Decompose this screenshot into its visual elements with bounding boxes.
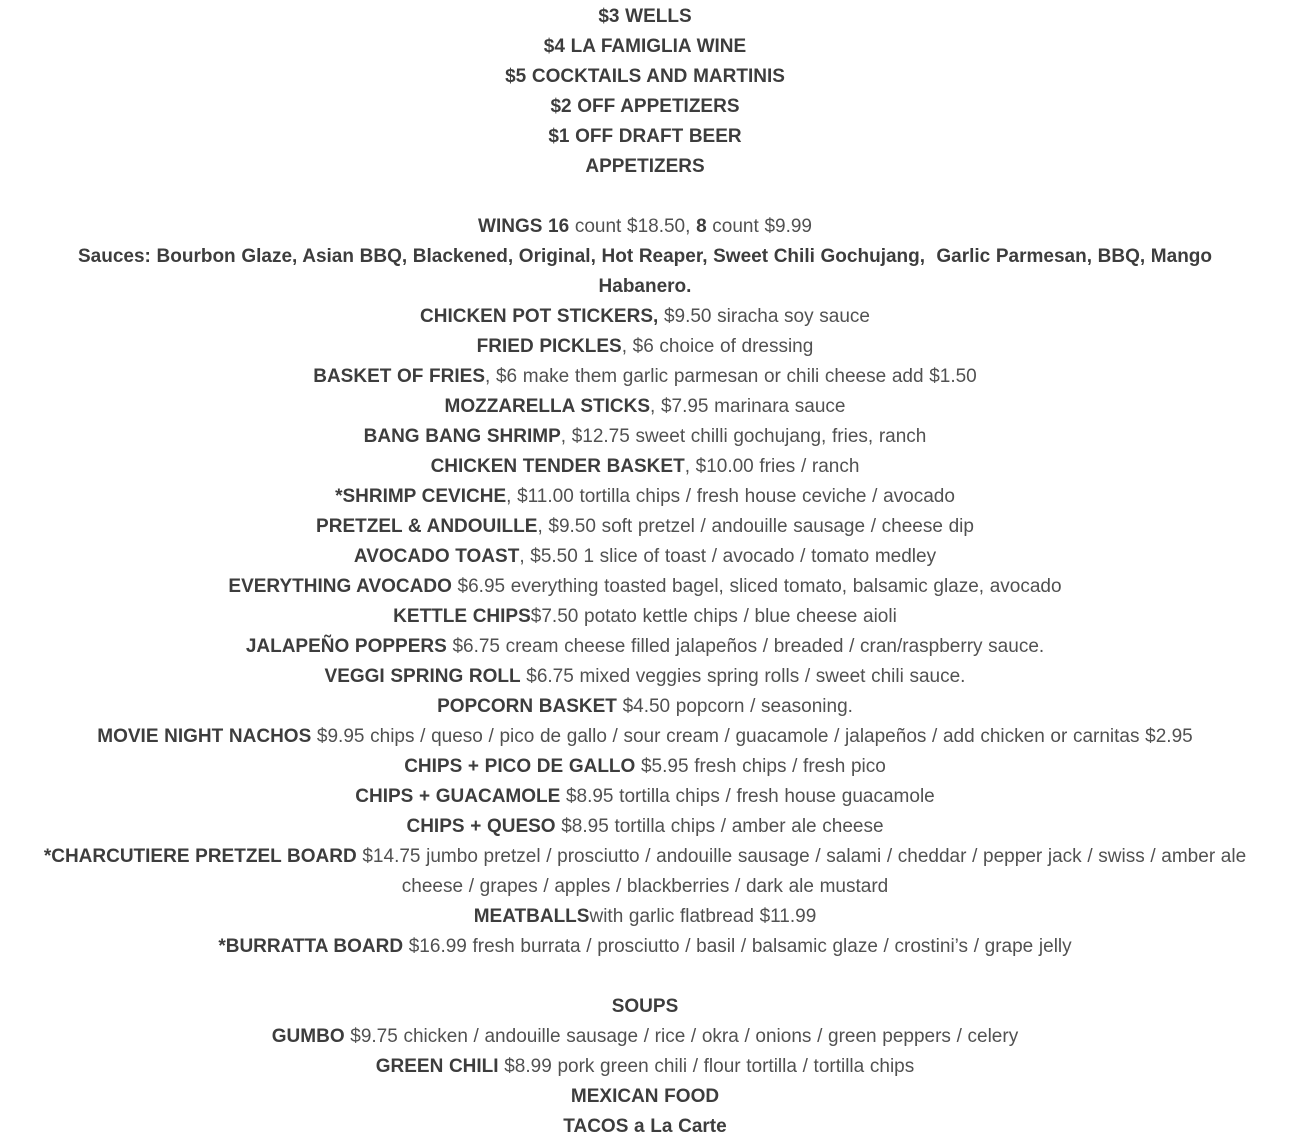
menu-item-name: CHIPS + PICO DE GALLO: [404, 756, 636, 777]
menu-item-name: GREEN CHILI: [375, 1056, 499, 1077]
menu-item-popcorn-basket: [30, 692, 1260, 722]
menu-item-description: $9.95 chips / queso / pico de gallo / sour cream / guacamole / jalapeños / add chicken or carnitas $2.95: [311, 726, 1193, 747]
menu-item-description: , $6 make them garlic parmesan or chili cheese add $1.50: [485, 366, 977, 387]
menu-item-chips-pico-de-gallo: [30, 752, 1260, 782]
menu-item-shrimp-ceviche: [30, 482, 1260, 512]
menu-item-wings: [30, 212, 1260, 242]
menu-item-name: *SHRIMP CEVICHE: [335, 486, 507, 507]
menu-item-charcutiere-pretzel-board: [30, 842, 1260, 902]
menu-item-name: MOVIE NIGHT NACHOS: [97, 726, 312, 747]
menu-item-name: Sauces: Bourbon Glaze, Asian BBQ, Blackened, Original, Hot Reaper, Sweet Chili Gochujang, Garlic Parmesan, BBQ, Mango Habanero.: [77, 246, 1213, 297]
menu-item-name: GUMBO: [271, 1026, 345, 1047]
menu-item-description: $6.95 everything toasted bagel, sliced tomato, balsamic glaze, avocado: [451, 576, 1062, 597]
spacer: [30, 962, 1260, 992]
menu-item-name: POPCORN BASKET: [437, 696, 617, 717]
menu-item-description: $5.95 fresh chips / fresh pico: [635, 756, 886, 777]
happy-hour-wine: [30, 32, 1260, 62]
menu-item-name: WINGS 16: [478, 216, 575, 237]
wings-sauces-note: [30, 242, 1260, 302]
menu-item-name: FRIED PICKLES: [476, 336, 622, 357]
happy-hour-cocktails: [30, 62, 1260, 92]
menu-item-name: BANG BANG SHRIMP: [363, 426, 561, 447]
menu-item-chicken-tender-basket: [30, 452, 1260, 482]
menu-item-description: $7.50 potato kettle chips / blue cheese aioli: [530, 606, 897, 627]
menu-item-name: JALAPEÑO POPPERS: [245, 636, 447, 657]
menu-item-basket-of-fries: [30, 362, 1260, 392]
menu-item-name: KETTLE CHIPS: [393, 606, 531, 627]
menu-item-jalapeno-poppers: [30, 632, 1260, 662]
menu-item-description: $14.75 jumbo pretzel / prosciutto / andouille sausage / salami / cheddar / pepper jack / swiss / amber ale cheese / grapes / apples / blackberries / dark ale mustard: [356, 846, 1247, 897]
menu-item-name: *CHARCUTIERE PRETZEL BOARD: [43, 846, 357, 867]
menu-item-movie-night-nachos: [30, 722, 1260, 752]
menu-item-description: , $12.75 sweet chilli gochujang, fries, ranch: [560, 426, 927, 447]
menu-item-description: , $10.00 fries / ranch: [684, 456, 860, 477]
promo-text: $5 COCKTAILS AND MARTINIS: [505, 66, 785, 87]
promo-text: $3 WELLS: [598, 6, 692, 27]
menu-item-description: $9.75 chicken / andouille sausage / rice / okra / onions / green peppers / celery: [344, 1026, 1019, 1047]
menu-item-chicken-pot-stickers: [30, 302, 1260, 332]
menu-item-bang-bang-shrimp: [30, 422, 1260, 452]
menu-item-pretzel-andouille: [30, 512, 1260, 542]
happy-hour-appetizers: [30, 92, 1260, 122]
menu-item-name: CHIPS + QUESO: [406, 816, 556, 837]
menu-item-description: $4.50 popcorn / seasoning.: [616, 696, 853, 717]
section-heading-tacos-a-la-carte: [30, 1112, 1260, 1142]
menu-item-name: VEGGI SPRING ROLL: [324, 666, 521, 687]
menu-item-chips-guacamole: [30, 782, 1260, 812]
menu-item-description: $16.99 fresh burrata / prosciutto / basil / balsamic glaze / crostini’s / grape jelly: [403, 936, 1072, 957]
menu-item-description: $9.50 siracha soy sauce: [658, 306, 870, 327]
section-heading-mexican-food: [30, 1082, 1260, 1112]
menu-item-description: $8.99 pork green chili / flour tortilla / tortilla chips: [498, 1056, 915, 1077]
menu-item-gumbo: [30, 1022, 1260, 1052]
heading-text: TACOS a La Carte: [563, 1116, 727, 1137]
menu-item-chips-queso: [30, 812, 1260, 842]
menu-item-name: CHIPS + GUACAMOLE: [355, 786, 561, 807]
menu-item-veggi-spring-roll: [30, 662, 1260, 692]
menu-item-description: $6.75 mixed veggies spring rolls / sweet chili sauce.: [520, 666, 966, 687]
menu-item-description: , $5.50 1 slice of toast / avocado / tomato medley: [519, 546, 937, 567]
menu-item-name: CHICKEN POT STICKERS,: [420, 306, 659, 327]
menu-item-description: with garlic flatbread $11.99: [589, 906, 817, 927]
menu-item-fried-pickles: [30, 332, 1260, 362]
menu-item-description: , $11.00 tortilla chips / fresh house ceviche / avocado: [506, 486, 955, 507]
section-heading-soups: [30, 992, 1260, 1022]
menu-item-name: BASKET OF FRIES: [313, 366, 486, 387]
menu-body: [30, 0, 1260, 1142]
happy-hour-wells: [30, 2, 1260, 32]
menu-item-description: $6.75 cream cheese filled jalapeños / breaded / cran/raspberry sauce.: [446, 636, 1045, 657]
menu-item-description: $8.95 tortilla chips / fresh house guacamole: [560, 786, 935, 807]
menu-item-avocado-toast: [30, 542, 1260, 572]
menu-item-name: PRETZEL & ANDOUILLE: [316, 516, 538, 537]
menu-item-meatballs: [30, 902, 1260, 932]
section-heading-appetizers: [30, 152, 1260, 182]
menu-item-name: MOZZARELLA STICKS: [444, 396, 650, 417]
menu-item-name: AVOCADO TOAST: [353, 546, 520, 567]
menu-item-description: $8.95 tortilla chips / amber ale cheese: [555, 816, 884, 837]
promo-text: $2 OFF APPETIZERS: [550, 96, 740, 117]
menu-item-description: , $9.50 soft pretzel / andouille sausage / cheese dip: [537, 516, 974, 537]
promo-text: $4 LA FAMIGLIA WINE: [543, 36, 747, 57]
menu-item-name: CHICKEN TENDER BASKET: [430, 456, 685, 477]
menu-item-name: EVERYTHING AVOCADO: [228, 576, 452, 597]
menu-item-description: , $6 choice of dressing: [621, 336, 814, 357]
heading-text: SOUPS: [611, 996, 679, 1017]
promo-text: $1 OFF DRAFT BEER: [548, 126, 742, 147]
menu-item-description: count $18.50,: [574, 216, 697, 237]
menu-item-everything-avocado: [30, 572, 1260, 602]
menu-item-name: MEATBALLS: [473, 906, 590, 927]
heading-text: MEXICAN FOOD: [570, 1086, 720, 1107]
menu-item-mozzarella-sticks: [30, 392, 1260, 422]
happy-hour-draft-beer: [30, 122, 1260, 152]
menu-item-description: , $7.95 marinara sauce: [650, 396, 846, 417]
menu-item-kettle-chips: [30, 602, 1260, 632]
heading-text: APPETIZERS: [585, 156, 705, 177]
menu-item-description: count $9.99: [706, 216, 812, 237]
menu-item-green-chili: [30, 1052, 1260, 1082]
menu-item-name: *BURRATTA BOARD: [218, 936, 404, 957]
spacer: [30, 182, 1260, 212]
menu-item-name: 8: [696, 216, 707, 237]
menu-item-burratta-board: [30, 932, 1260, 962]
